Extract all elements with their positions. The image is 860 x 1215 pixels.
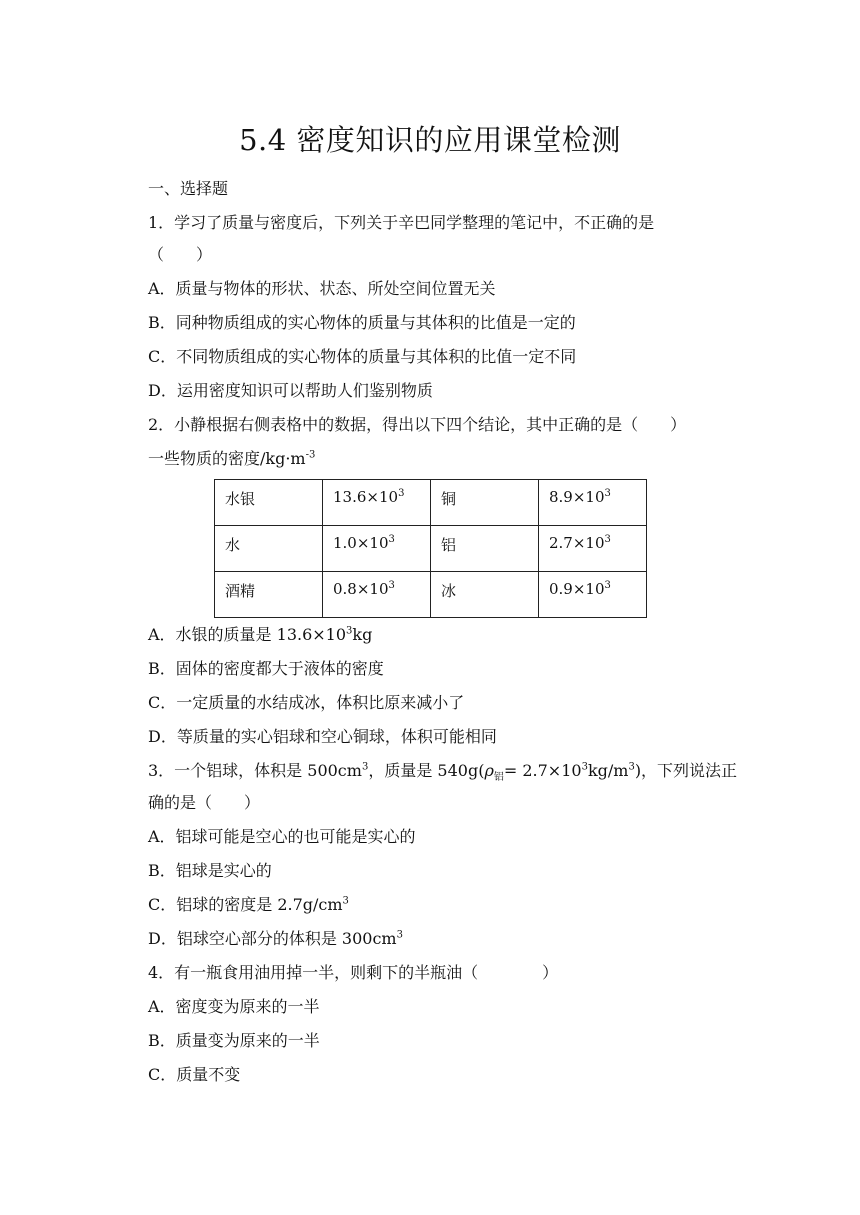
q3-stem-exp: 3 [581, 761, 588, 773]
table-cell [539, 526, 647, 572]
rho-symbol: ρ [484, 761, 494, 780]
q2-stem: 2．小静根据右侧表格中的数据，得出以下四个结论，其中正确的是（ ） [148, 415, 687, 434]
q3-stem-part: = 2.7×10 [503, 761, 582, 780]
table-row [215, 526, 647, 572]
table-cell: 铝 [431, 526, 539, 572]
q3-stem-part: ，质量是 540g( [368, 761, 485, 780]
density-table [214, 479, 647, 618]
table-value-exp: 3 [604, 534, 611, 545]
q2-option-a [148, 624, 372, 646]
table-value: 8.9×10 [549, 488, 605, 506]
q3-stem-line2: 确的是（ ） [148, 793, 261, 812]
table-cell: 铜 [431, 480, 539, 526]
table-row [215, 480, 647, 526]
q2-option-b: B．固体的密度都大于液体的密度 [148, 659, 384, 678]
table-cell [539, 480, 647, 526]
table-cell [539, 572, 647, 618]
q3-option-d-text: D．铝球空心部分的体积是 300cm [148, 929, 397, 948]
q2-table-caption [148, 448, 315, 470]
q3-stem-part: )，下列说法正 [634, 761, 738, 780]
q2-option-c: C．一定质量的水结成冰，体积比原来减小了 [148, 693, 465, 712]
table-value: 0.9×10 [549, 580, 605, 598]
q1-option-d: D．运用密度知识可以帮助人们鉴别物质 [148, 381, 433, 400]
table-cell: 冰 [431, 572, 539, 618]
q3-stem [148, 760, 737, 782]
table-cell: 水 [215, 526, 323, 572]
q1-option-c: C．不同物质组成的实心物体的质量与其体积的比值一定不同 [148, 347, 577, 366]
page-title: 5.4 密度知识的应用课堂检测 [239, 123, 621, 157]
q4-option-c: C．质量不变 [148, 1065, 241, 1084]
table-cell [323, 526, 431, 572]
q2-option-a-text: A．水银的质量是 13.6×10 [148, 625, 347, 644]
q1-option-b: B．同种物质组成的实心物体的质量与其体积的比值是一定的 [148, 313, 576, 332]
table-row [215, 572, 647, 618]
table-value-exp: 3 [388, 580, 395, 591]
table-value-exp: 3 [604, 580, 611, 591]
q3-option-c-text: C．铝球的密度是 2.7g/cm [148, 895, 343, 914]
q4-option-a: A．密度变为原来的一半 [148, 997, 320, 1016]
q2-option-a-unit: kg [352, 625, 373, 644]
q4-stem: 4．有一瓶食用油用掉一半，则剩下的半瓶油（ ） [148, 963, 559, 982]
table-value-exp: 3 [398, 488, 405, 499]
q3-option-c [148, 894, 349, 916]
q3-option-c-exp: 3 [342, 895, 349, 907]
q3-stem-exp: 3 [628, 761, 635, 773]
q1-stem: 1．学习了质量与密度后，下列关于辛巴同学整理的笔记中，不正确的是 [148, 213, 655, 232]
table-value: 0.8×10 [333, 580, 389, 598]
q2-table-caption-exp: -3 [305, 449, 316, 461]
q4-option-b: B．质量变为原来的一半 [148, 1031, 320, 1050]
q3-option-d-exp: 3 [396, 929, 403, 941]
table-value-exp: 3 [604, 488, 611, 499]
table-cell: 水银 [215, 480, 323, 526]
q3-option-b: B．铝球是实心的 [148, 861, 272, 880]
table-value: 1.0×10 [333, 534, 389, 552]
section-heading: 一、选择题 [148, 179, 229, 198]
table-cell [323, 572, 431, 618]
table-value-exp: 3 [388, 534, 395, 545]
q2-option-a-exp: 3 [346, 625, 353, 637]
q2-option-d: D．等质量的实心铝球和空心铜球，体积可能相同 [148, 727, 497, 746]
q3-stem-exp: 3 [361, 761, 369, 773]
table-value: 13.6×10 [333, 488, 399, 506]
q3-option-a: A．铝球可能是空心的也可能是实心的 [148, 827, 416, 846]
table-value: 2.7×10 [549, 534, 605, 552]
q3-option-d [148, 928, 403, 950]
q3-stem-part: kg/m [587, 761, 629, 780]
q1-option-a: A．质量与物体的形状、状态、所处空间位置无关 [148, 279, 496, 298]
table-cell: 酒精 [215, 572, 323, 618]
q3-stem-part: 3．一个铝球，体积是 500cm [148, 761, 362, 780]
q2-table-caption-text: 一些物质的密度/kg·m [148, 449, 306, 468]
q1-stem-bracket: （ ） [148, 245, 213, 264]
table-cell [323, 480, 431, 526]
rho-subscript: 铝 [493, 772, 504, 784]
